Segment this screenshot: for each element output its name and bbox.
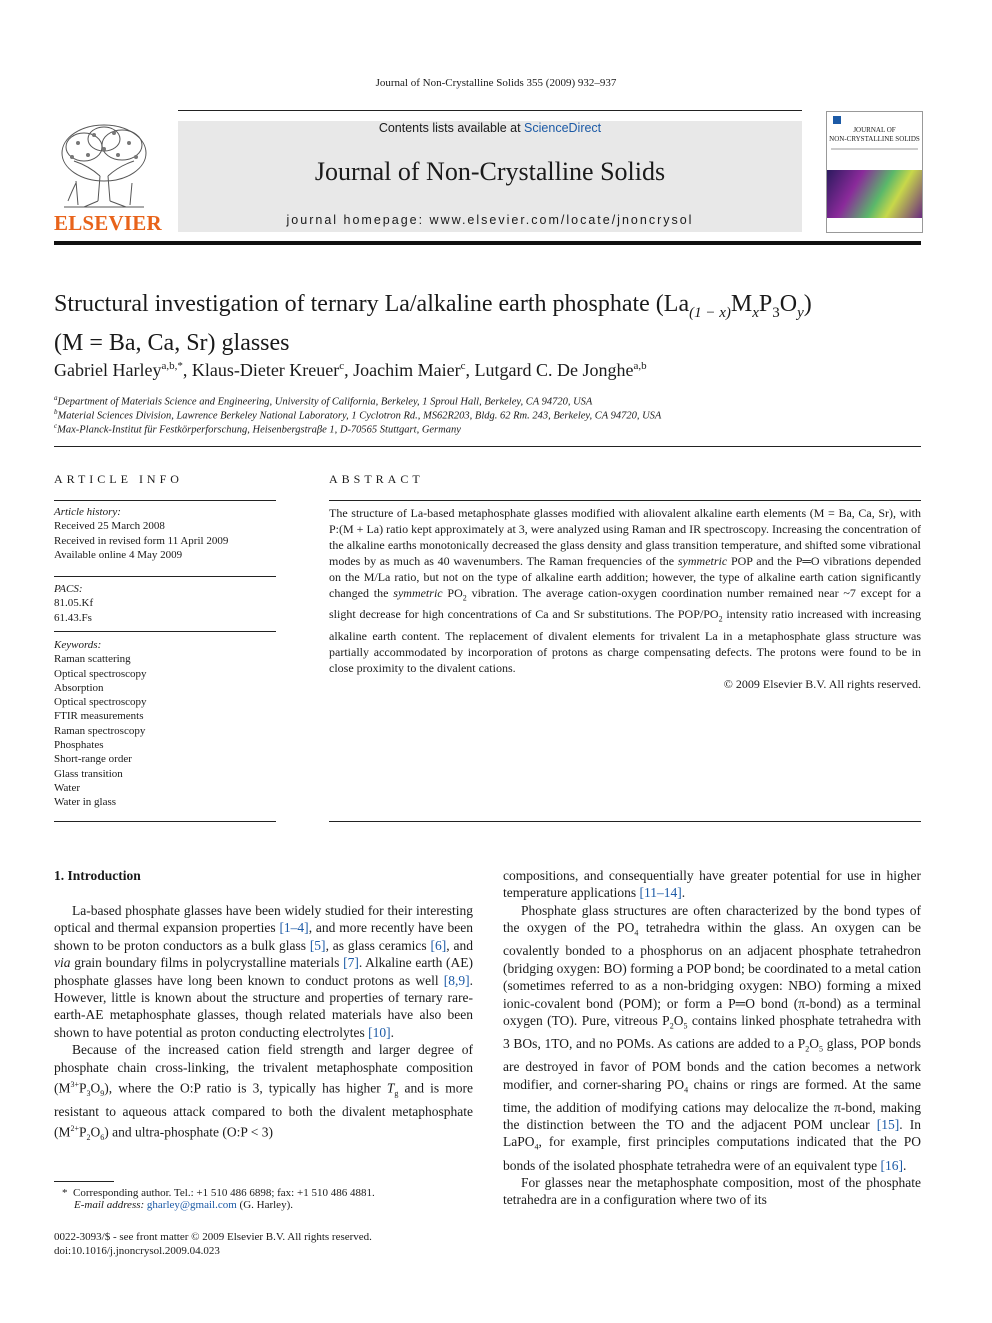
abstract-rule (329, 500, 921, 501)
article-title (54, 289, 934, 358)
issn-line: 0022-3093/$ - see front matter © 2009 Elsevier B.V. All rights reserved. (54, 1231, 372, 1243)
article-info-heading: ARTICLE INFO (54, 472, 183, 486)
paragraph: Phosphate glass structures are often characterized by the bond types of the oxygen of the $PO_4$ tetrahedra within the glass. An oxygen can be covalently bonded to a phosphorus on an adjacent phosphate tetrahedron (bridging oxygen: BO) forming a POP bond; be coordinated to a metal cation (sometimes referred to as a non-bridging oxygen: NBO) forming a mixed ionic-covalent bond (POM); or form a P═O bond (π-bond) as a terminal oxygen (TO). Pure, vitreous $P_2O_5$ contains linked phosphate tetrahedra with 3 BOs, 1TO, and no POMs. As cations are added to a $P_2O_5$ glass, POP bonds are destroyed in favor of POM bonds and the cation becomes a network modifier, and corner-sharing $PO_4$ chains or rings are formed. At the same time, the addition of modifying cations may delocalize the π-bond, making the distinction between the TO and the adjacent POM unclear [15]. In LaPO$_4$, for example, first principles computations indicated that the PO bonds of the isolated phosphate tetrahedra were of an equivalent type [16]. (503, 902, 922, 1173)
keyword: Phosphates (54, 739, 104, 752)
keyword: Optical spectroscopy (54, 667, 147, 680)
cover-title-line1: JOURNAL OF (853, 126, 896, 134)
pacs-list: PACS: 81.05.Kf 61.43.Fs (54, 583, 94, 624)
paragraph: La-based phosphate glasses have been widely studied for their interesting optical and thermal expansion properties [1–4], and more recently have been shown to be proton conductors as a bulk glass [5], as glass ceramics [6], and via grain boundary films in polycrystalline materials [7]. Alkaline earth (AE) phosphate glasses have long been known to conduct protons as well [8,9]. However, little is known about the structure and properties of ternary rare-earth-AE metaphosphate glasses, though related materials have also been shown to have potential as proton conducting electrolytes [10]. (54, 903, 474, 1040)
affiliation: $^c$Max-Planck-Institut für Festkörperforschung, Heisenbergstraβe 1, D-70565 Stuttgart, Germany (54, 422, 461, 436)
cover-logo-icon (833, 116, 841, 124)
citation-link[interactable]: [8,9] (443, 972, 470, 988)
article-history: Article history: Received 25 March 2008 Received in revised form 11 April 2009 Available online 4 May 2009 (54, 506, 229, 561)
keyword: Raman spectroscopy (54, 724, 146, 737)
citation-link[interactable]: [10] (368, 1024, 391, 1040)
citation-link[interactable]: [7] (343, 955, 359, 971)
section-heading: 1. Introduction (54, 868, 141, 883)
info-rule (54, 500, 276, 501)
cover-rule (831, 148, 918, 150)
paragraph: Because of the increased cation field strength and larger degree of phosphate chain cross-linking, the trivalent metaphosphate composition $(M^{3+}P_3O_9)$, where the O:P ratio is 3, typically has higher $T_g$ and is more resistant to aqueous attack compared to both the divalent metaphosphate $(M^{2+}P_2O_6)$ and ultra-phosphate (O:P < 3) (54, 1042, 473, 1143)
keyword: Short-range order (54, 753, 132, 766)
intro-right-column (503, 867, 921, 1209)
tree-icon (54, 121, 154, 209)
author-name[interactable]: Lutgard C. De Jonghe (474, 360, 634, 380)
info-rule (54, 631, 276, 632)
title-line-2: (M = Ba, Ca, Sr) glasses (54, 329, 290, 356)
intro-left-column (54, 902, 473, 1147)
citation-link[interactable]: [15] (876, 1117, 900, 1133)
elsevier-logo (54, 121, 162, 235)
author-list: Gabriel Harley$^{a,b,*}$, Klaus-Dieter Kreuer$^c$, Joachim Maier$^c$, Lutgard C. De Jonghe$^{a,b}$ (54, 360, 647, 380)
citation-link[interactable]: [6] (430, 937, 447, 953)
contents-prefix: Contents lists available at (378, 121, 525, 135)
keywords-list: Keywords: Raman scattering Optical spectroscopy Absorption Optical spectroscopy FTIR measurements Raman spectroscopy Phosphates Short-range order Glass transition Water Water in glass (54, 639, 147, 809)
affiliation: $^b$Material Sciences Division, Lawrence Berkeley National Laboratory, 1 Cyclotron Rd., MS62R203, Bldg. 62 Rm. 243, Berkeley, CA 94720, USA (54, 408, 662, 422)
abstract-text: The structure of La-based metaphosphate glasses modified with aliovalent alkaline earth elements (M = Ba, Ca, Sr), with P:(M + La) ratio kept approximately at 3, were analyzed using Raman and IR spectroscopy. Increasing the concentration of the alkaline earths monotonically decreased the glass density and glass transition temperature, and shifted some vibrational modes by as much as 40 wavenumbers. The Raman frequencies of the symmetric POP and the P═O vibrations depended on the M/La ratio, but not on the type of alkaline earth addition; however, the type of alkaline earth cation significantly changed the symmetric $PO_2$ vibration. The average cation-oxygen coordination number remained near ~7 except for a slight decrease for high concentrations of Ca and Sr substitutions. The POP/$PO_2$ intensity ratio increased with increasing alkaline earth content. The replacement of divalent elements for trivalent La in a metaphosphate glass structure was partially accommodated by incorporation of protons as charge compensating defects. The protons were found to be in close proximity to the divalent cations. © 2009 Elsevier B.V. All rights reserved. (329, 506, 922, 691)
journal-name: Journal of Non-Crystalline Solids (314, 157, 666, 186)
paragraph: For glasses near the metaphosphate composition, most of the phosphate tetrahedra are in a configuration where two of its (503, 1174, 921, 1208)
header-rule (178, 110, 802, 111)
copyright: © 2009 Elsevier B.V. All rights reserved. (723, 676, 921, 691)
author-name[interactable]: Gabriel Harley (54, 360, 162, 380)
abstract-heading: ABSTRACT (329, 472, 424, 486)
email-link[interactable]: gharley@gmail.com (146, 1199, 237, 1211)
keyword: FTIR measurements (54, 710, 144, 723)
affiliation: $^a$Department of Materials Science and Engineering, University of California, Berkeley, 1 Sproul Hall, Berkeley, CA 94720, USA (54, 394, 593, 408)
author-name[interactable]: Klaus-Dieter Kreuer (191, 360, 340, 380)
journal-homepage[interactable]: journal homepage: www.elsevier.com/locate/jnoncrysol (286, 213, 694, 227)
keyword: Absorption (54, 681, 104, 694)
citation-link[interactable]: [5] (309, 937, 326, 953)
masthead-rule (54, 241, 921, 245)
contents-line (178, 121, 802, 135)
cover-title-line2: NON-CRYSTALLINE SOLIDS (829, 135, 920, 143)
keyword: Water (54, 781, 80, 794)
keyword: Raman scattering (54, 653, 131, 666)
keyword: Glass transition (54, 767, 123, 780)
citation-link[interactable]: [16] (880, 1157, 903, 1173)
cover-art (827, 170, 922, 218)
journal-banner (178, 121, 802, 232)
footnote: * Corresponding author. Tel.: +1 510 486 6898; fax: +1 510 486 4881. E-mail address: gharley@gmail.com (G. Harley). (62, 1187, 375, 1211)
info-rule (54, 821, 276, 822)
affiliation-rule (54, 446, 921, 447)
footnote-rule (54, 1181, 114, 1182)
keyword: Optical spectroscopy (54, 696, 147, 709)
citation-link[interactable]: [11–14] (639, 885, 682, 901)
sciencedirect-link[interactable]: ScienceDirect (524, 121, 602, 135)
publisher-logo-text: ELSEVIER (54, 211, 162, 235)
keyword: Water in glass (54, 796, 117, 809)
info-rule (54, 576, 276, 577)
journal-cover-image (826, 111, 923, 233)
doi-line[interactable]: doi:10.1016/j.jnoncrysol.2009.04.023 (54, 1245, 220, 1257)
author-name[interactable]: Joachim Maier (353, 360, 461, 380)
running-header: Journal of Non-Crystalline Solids 355 (2009) 932–937 (375, 77, 617, 89)
citation-link[interactable]: [1–4] (279, 920, 309, 936)
paragraph: compositions, and consequentially have greater potential for use in higher temperature applications [11–14]. (503, 868, 921, 901)
title-line-1: Structural investigation of ternary La/alkaline earth phosphate $(La_{(1 - x)}M_xP_3O_y)$ (54, 291, 812, 321)
abstract-rule (329, 821, 921, 822)
